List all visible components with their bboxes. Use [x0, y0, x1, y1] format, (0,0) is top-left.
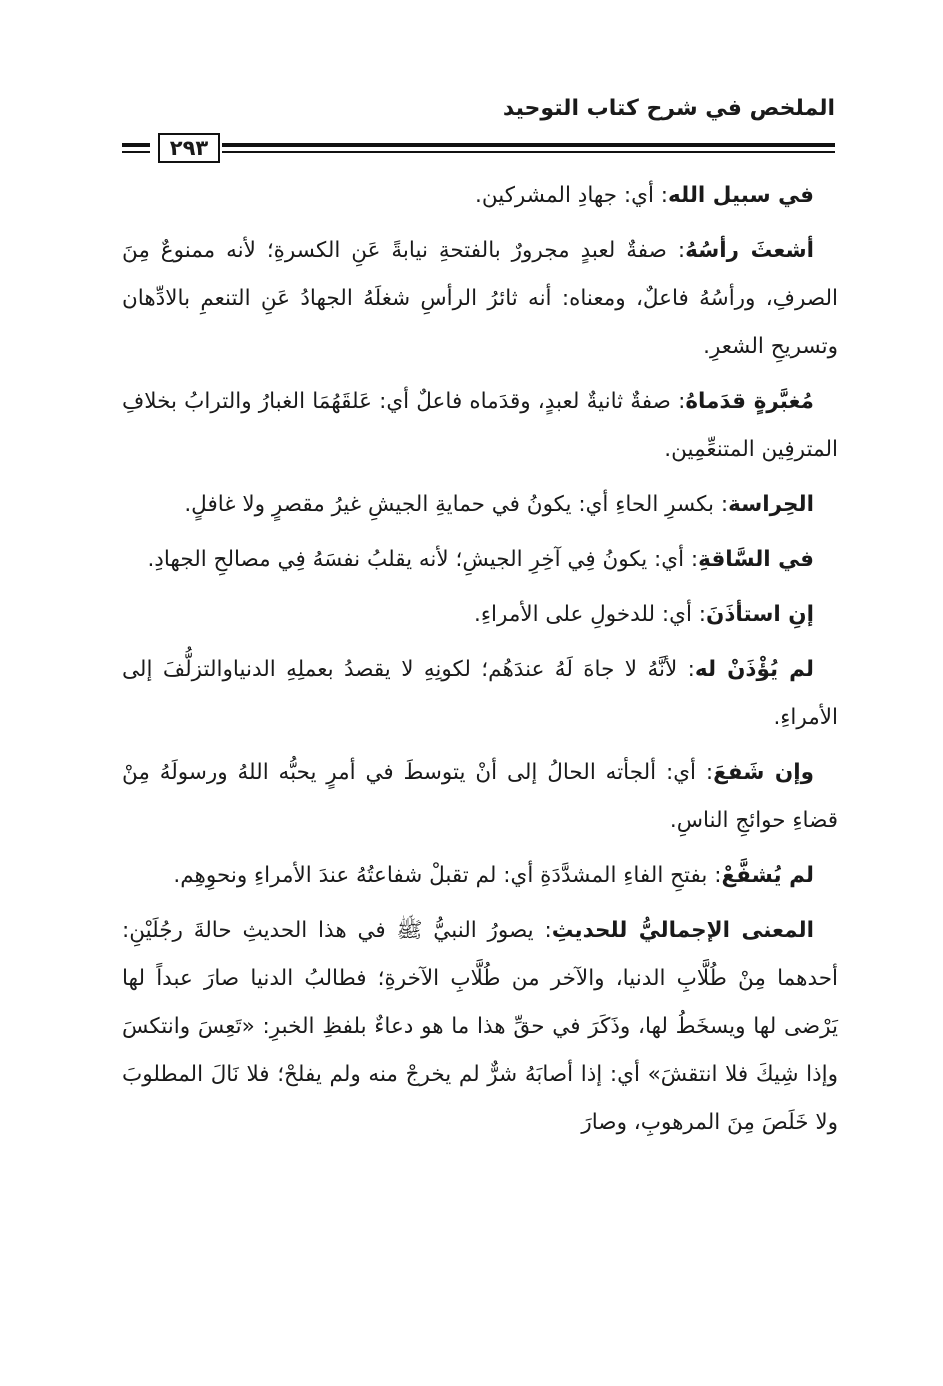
paragraph-term: مُغبَّرةٍ قدَماهُ	[685, 389, 814, 414]
paragraph	[122, 172, 838, 220]
paragraph-term: لم يُؤْذَنْ له	[694, 657, 815, 682]
paragraph-text: : أي: يكونُ فِي آخِرِ الجيشِ؛ لأنه يقلبُ نفسَهُ فِي مصالحِ الجهادِ.	[147, 547, 699, 572]
header-rule	[122, 138, 835, 160]
paragraph-term: المعنى الإجماليُّ للحديثِ	[551, 918, 814, 943]
paragraph-text: : أي: ألجأته الحالُ إلى أنْ يتوسطَ في أمرٍ يحبُّه اللهُ ورسولَهُ مِنْ قضاءِ حوائجِ الناسِ.	[122, 760, 838, 833]
paragraph	[122, 852, 838, 900]
paragraph-text: : صفةٌ ثانيةٌ لعبدٍ، وقدَماه فاعلٌ أي: عَلقَهُمَا الغبارُ والترابُ بخلافِ المترفِين المتنعِّمِين.	[122, 389, 838, 462]
paragraph-term: لم يُشفَّعْ	[721, 863, 814, 888]
paragraph-term: إنِ استأذَنَ	[706, 602, 814, 627]
paragraph-term: الحِراسة	[728, 492, 814, 517]
paragraph-text: : أي: جهادِ المشركين.	[475, 183, 669, 208]
header-rule-long	[222, 143, 835, 153]
paragraph	[122, 536, 838, 584]
paragraph-term: وإن شَفعَ	[713, 760, 814, 785]
paragraph-text: : بكسرِ الحاءِ أي: يكونُ في حمايةِ الجيشِ غيرُ مقصرٍ ولا غافلٍ.	[184, 492, 729, 517]
body-text	[122, 172, 838, 1154]
paragraph-text: : أي: للدخولِ على الأمراءِ.	[474, 602, 707, 627]
paragraph	[122, 749, 838, 845]
paragraph-term: في السَّاقةِ	[698, 547, 814, 572]
paragraph	[122, 481, 838, 529]
paragraph	[122, 907, 838, 1147]
paragraph-term: في سبيل الله	[668, 183, 814, 208]
page-number: ٢٩٣	[158, 133, 220, 163]
header-rule-short	[122, 143, 150, 153]
paragraph	[122, 591, 838, 639]
paragraph	[122, 646, 838, 742]
paragraph	[122, 378, 838, 474]
paragraph-term: أشعثَ رأسُهُ	[685, 238, 814, 263]
paragraph-text: : صفةٌ لعبدٍ مجرورٌ بالفتحةِ نيابةً عَنِ الكسرةِ؛ لأنه ممنوعٌ مِنَ الصرفِ، ورأسُهُ فاعلٌ، ومعناه: أنه ثائرُ الرأسِ شغلَهُ الجهادُ عَنِ التنعمِ بالادِّهان وتسريحِ الشعرِ.	[122, 238, 838, 359]
paragraph-text: : لأنَّهُ لا جاهَ لَهُ عندَهُم؛ لكونِهِ لا يقصدُ بعملِهِ الدنياوالتزلُّفَ إلى الأمراءِ.	[122, 657, 838, 730]
paragraph-text: : بفتحِ الفاءِ المشدَّدَةِ أي: لم تقبلْ شفاعتُهُ عندَ الأمراءِ ونحوِهِم.	[173, 863, 722, 888]
paragraph-text: : يصورُ النبيُّ ﷺ في هذا الحديثِ حالةَ رجُلَيْنِ: أحدهما مِنْ طُلَّابِ الدنيا، والآخر من طُلَّابِ الآخرةِ؛ فطالبُ الدنيا صارَ عبداً لها يَرْضى لها ويسخَطُ لها، وذَكَرَ في حقِّ هذا ما هو دعاءٌ بلفظِ الخبرِ: «تَعِسَ وانتكسَ وإذا شِيكَ فلا انتقشَ» أي: إذا أصابَهُ شرٌّ لم يخرجْ منه ولم يفلحْ؛ فلا نَالَ المطلوبَ ولا خَلَصَ مِنَ المرهوبِ، وصارَ	[122, 918, 838, 1135]
running-title: الملخص في شرح كتاب التوحيد	[502, 96, 835, 121]
paragraph	[122, 227, 838, 371]
